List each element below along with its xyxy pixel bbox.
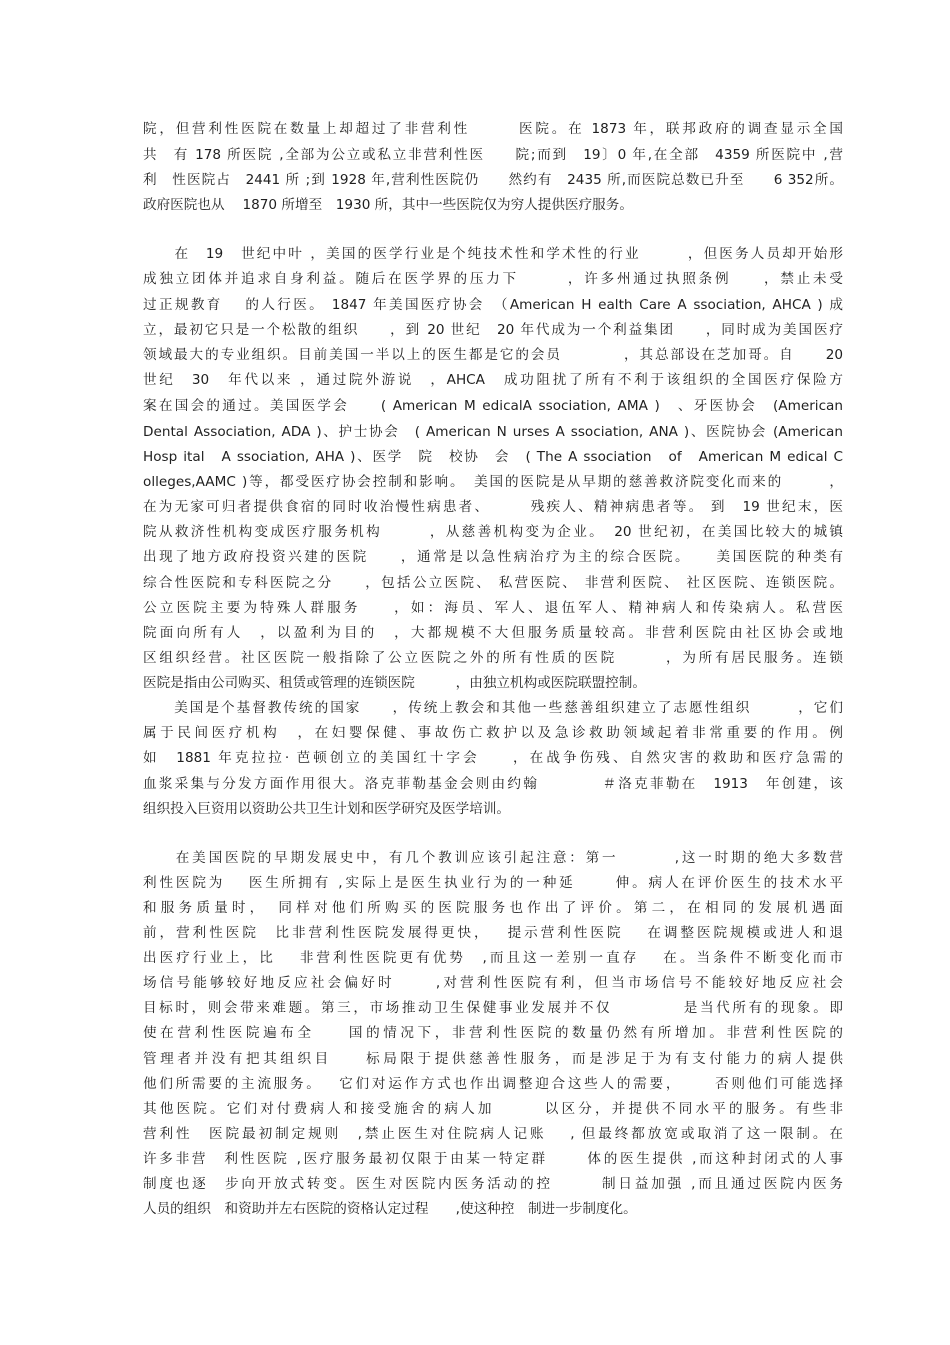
text-line: 院面向所有人 ，以盈利为目的 ，大都规模不大但服务质量较高。非营利医院由社区协会或地 [143, 625, 843, 641]
text-line: 使在营利性医院遍布全 国的情况下，非营利性医院的数量仍然有所增加。非营利性医院的 [143, 1025, 843, 1041]
text-line: Hosp ital A ssociation, AHA )、医学 院 校协 会 ( The A ssociation of American M edical C [143, 449, 843, 465]
text-line: 综合性医院和专科医院之分 ，包括公立医院、 私营医院、 非营利医院、 社区医院、连锁医院。 [143, 575, 843, 591]
text-line: 成独立团体并追求自身利益。随后在医学界的压力下 ，许多州通过执照条例 ，禁止未受 [143, 271, 843, 287]
text-line: 医院是指由公司购买、租赁或管理的连锁医院 ，由独立机构或医院联盟控制。 [143, 675, 646, 691]
text-line: 在美国医院的早期发展史中，有几个教训应该引起注意：第一 ,这一时期的绝大多数营 [143, 850, 843, 866]
text-line: 立，最初它只是一个松散的组织 ，到 20 世纪 20 年代成为一个利益集团 ，同时成为美国医疗 [143, 322, 843, 338]
text-line: 目标时，则会带来难题。第三，市场推动卫生保健事业发展并不仅 是当代所有的现象。即 [143, 1000, 843, 1016]
text-line: 场信号能够较好地反应社会偏好时 ,对营利性医院有利，但当市场信号不能较好地反应社会 [143, 975, 843, 991]
text-line: 案在国会的通过。美国医学会 ( American M edicalA ssociation, AMA ) 、牙医协会 (American [143, 398, 843, 414]
text-line: 出医疗行业上，比 非营利性医院更有优势 ,而且这一差别一直存 在。当条件不断变化而市 [143, 950, 843, 966]
text-line: 在为无家可归者提供食宿的同时收治慢性病患者、 残疾人、精神病患者等。 到 19 世纪末，医 [143, 499, 843, 515]
text-line: 管理者并没有把其组织目 标局限于提供慈善性服务，而是涉足于为有支付能力的病人提供 [143, 1051, 843, 1067]
text-line: 政府医院也从 1870 所增至 1930 所，其中一些医院仅为穷人提供医疗服务。 [143, 197, 633, 213]
text-line: Dental Association, ADA )、护士协会 ( American N urses A ssociation, ANA )、医院协会 (American [143, 424, 843, 440]
text-line: 组织投入巨资用以资助公共卫生计划和医学研究及医学培训。 [143, 801, 511, 817]
text-line: olleges,AAMC )等，都受医疗协会控制和影响。 美国的医院是从早期的慈善救济院变化而来的 ， [143, 474, 843, 490]
text-line: 和服务质量时， 同样对他们所购买的医院服务也作出了评价。第二，在相同的发展机遇面 [143, 900, 843, 916]
text-line: 前，营利性医院 比非营利性医院发展得更快， 提示营利性医院 在调整医院规模或进人和退 [143, 925, 843, 941]
text-line: 区组织经营。社区医院一般指除了公立医院之外的所有性质的医院 ，为所有居民服务。连锁 [143, 650, 843, 666]
text-line: 其他医院。它们对付费病人和接受施舍的病人加 以区分，并提供不同水平的服务。有些非 [143, 1101, 843, 1117]
text-line: 制度也逐 步向开放式转变。医生对医院内医务活动的控 制日益加强 ,而且通过医院内医务 [143, 1176, 843, 1192]
text-line: 如 1881 年克拉拉· 芭顿创立的美国红十字会 ，在战争伤残、自然灾害的救助和医疗急需的 [143, 750, 843, 766]
text-line: 他们所需要的主流服务。 它们对运作方式也作出调整迎合这些人的需要， 否则他们可能选择 [143, 1076, 843, 1092]
text-line: 血浆采集与分发方面作用很大。洛克菲勒基金会则由约翰 ＃洛克菲勒在 1913 年创建，该 [143, 776, 843, 792]
text-line: 出现了地方政府投资兴建的医院 ，通常是以急性病治疗为主的综合医院。 美国医院的种类有 [143, 549, 843, 565]
text-line: 世纪 30 年代以来 ，通过院外游说 ，AHCA 成功阻扰了所有不利于该组织的全国医疗保险方 [143, 372, 843, 388]
text-line: 利 性医院占 2441 所 ;到 1928 年,营利性医院仍 然约有 2435 所,而医院总数已升至 6 352所。 [143, 172, 843, 188]
text-line: 许多非营 利性医院 ,医疗服务最初仅限于由某一特定群 体的医生提供 ,而这种封闭式的人事 [143, 1151, 843, 1167]
text-line: 院从救济性机构变成医疗服务机构 ，从慈善机构变为企业。 20 世纪初，在美国比较大的城镇 [143, 524, 843, 540]
text-line: 人员的组织 和资助并左右医院的资格认定过程 ,使这种控 制进一步制度化。 [143, 1201, 637, 1217]
text-line: 美国是个基督教传统的国家 ，传统上教会和其他一些慈善组织建立了志愿性组织 ，它们 [143, 700, 843, 716]
text-line: 属于民间医疗机构 ，在妇婴保健、事故伤亡救护以及急诊救助领域起着非常重要的作用。例 [143, 725, 843, 741]
text-line: 过正规教育 的人行医。 1847 年美国医疗协会 （American H ealth Care A ssociation, AHCA ) 成 [143, 297, 843, 313]
text-line: 共 有 178 所医院 ,全部为公立或私立非营利性医 院;而到 19〕0 年,在全部 4359 所医院中 ,营 [143, 147, 843, 163]
text-line: 公立医院主要为特殊人群服务 ，如：海员、军人、退伍军人、精神病人和传染病人。私营医 [143, 600, 843, 616]
text-line: 利性医院为 医生所拥有 ,实际上是医生执业行为的一种延 伸。病人在评价医生的技术水平 [143, 875, 843, 891]
text-line: 在 19 世纪中叶 ，美国的医学行业是个纯技术性和学术性的行业 ，但医务人员却开始形 [143, 246, 843, 262]
text-line: 院，但营利性医院在数量上却超过了非营利性 医院。在 1873 年，联邦政府的调查显示全国 [143, 121, 843, 137]
text-line: 领域最大的专业组织。目前美国一半以上的医生都是它的会员 ，其总部设在芝加哥。自 20 [143, 347, 843, 363]
text-line: 营利性 医院最初制定规则 ,禁止医生对住院病人记账 , 但最终都放宽或取消了这一限制。在 [143, 1126, 843, 1142]
